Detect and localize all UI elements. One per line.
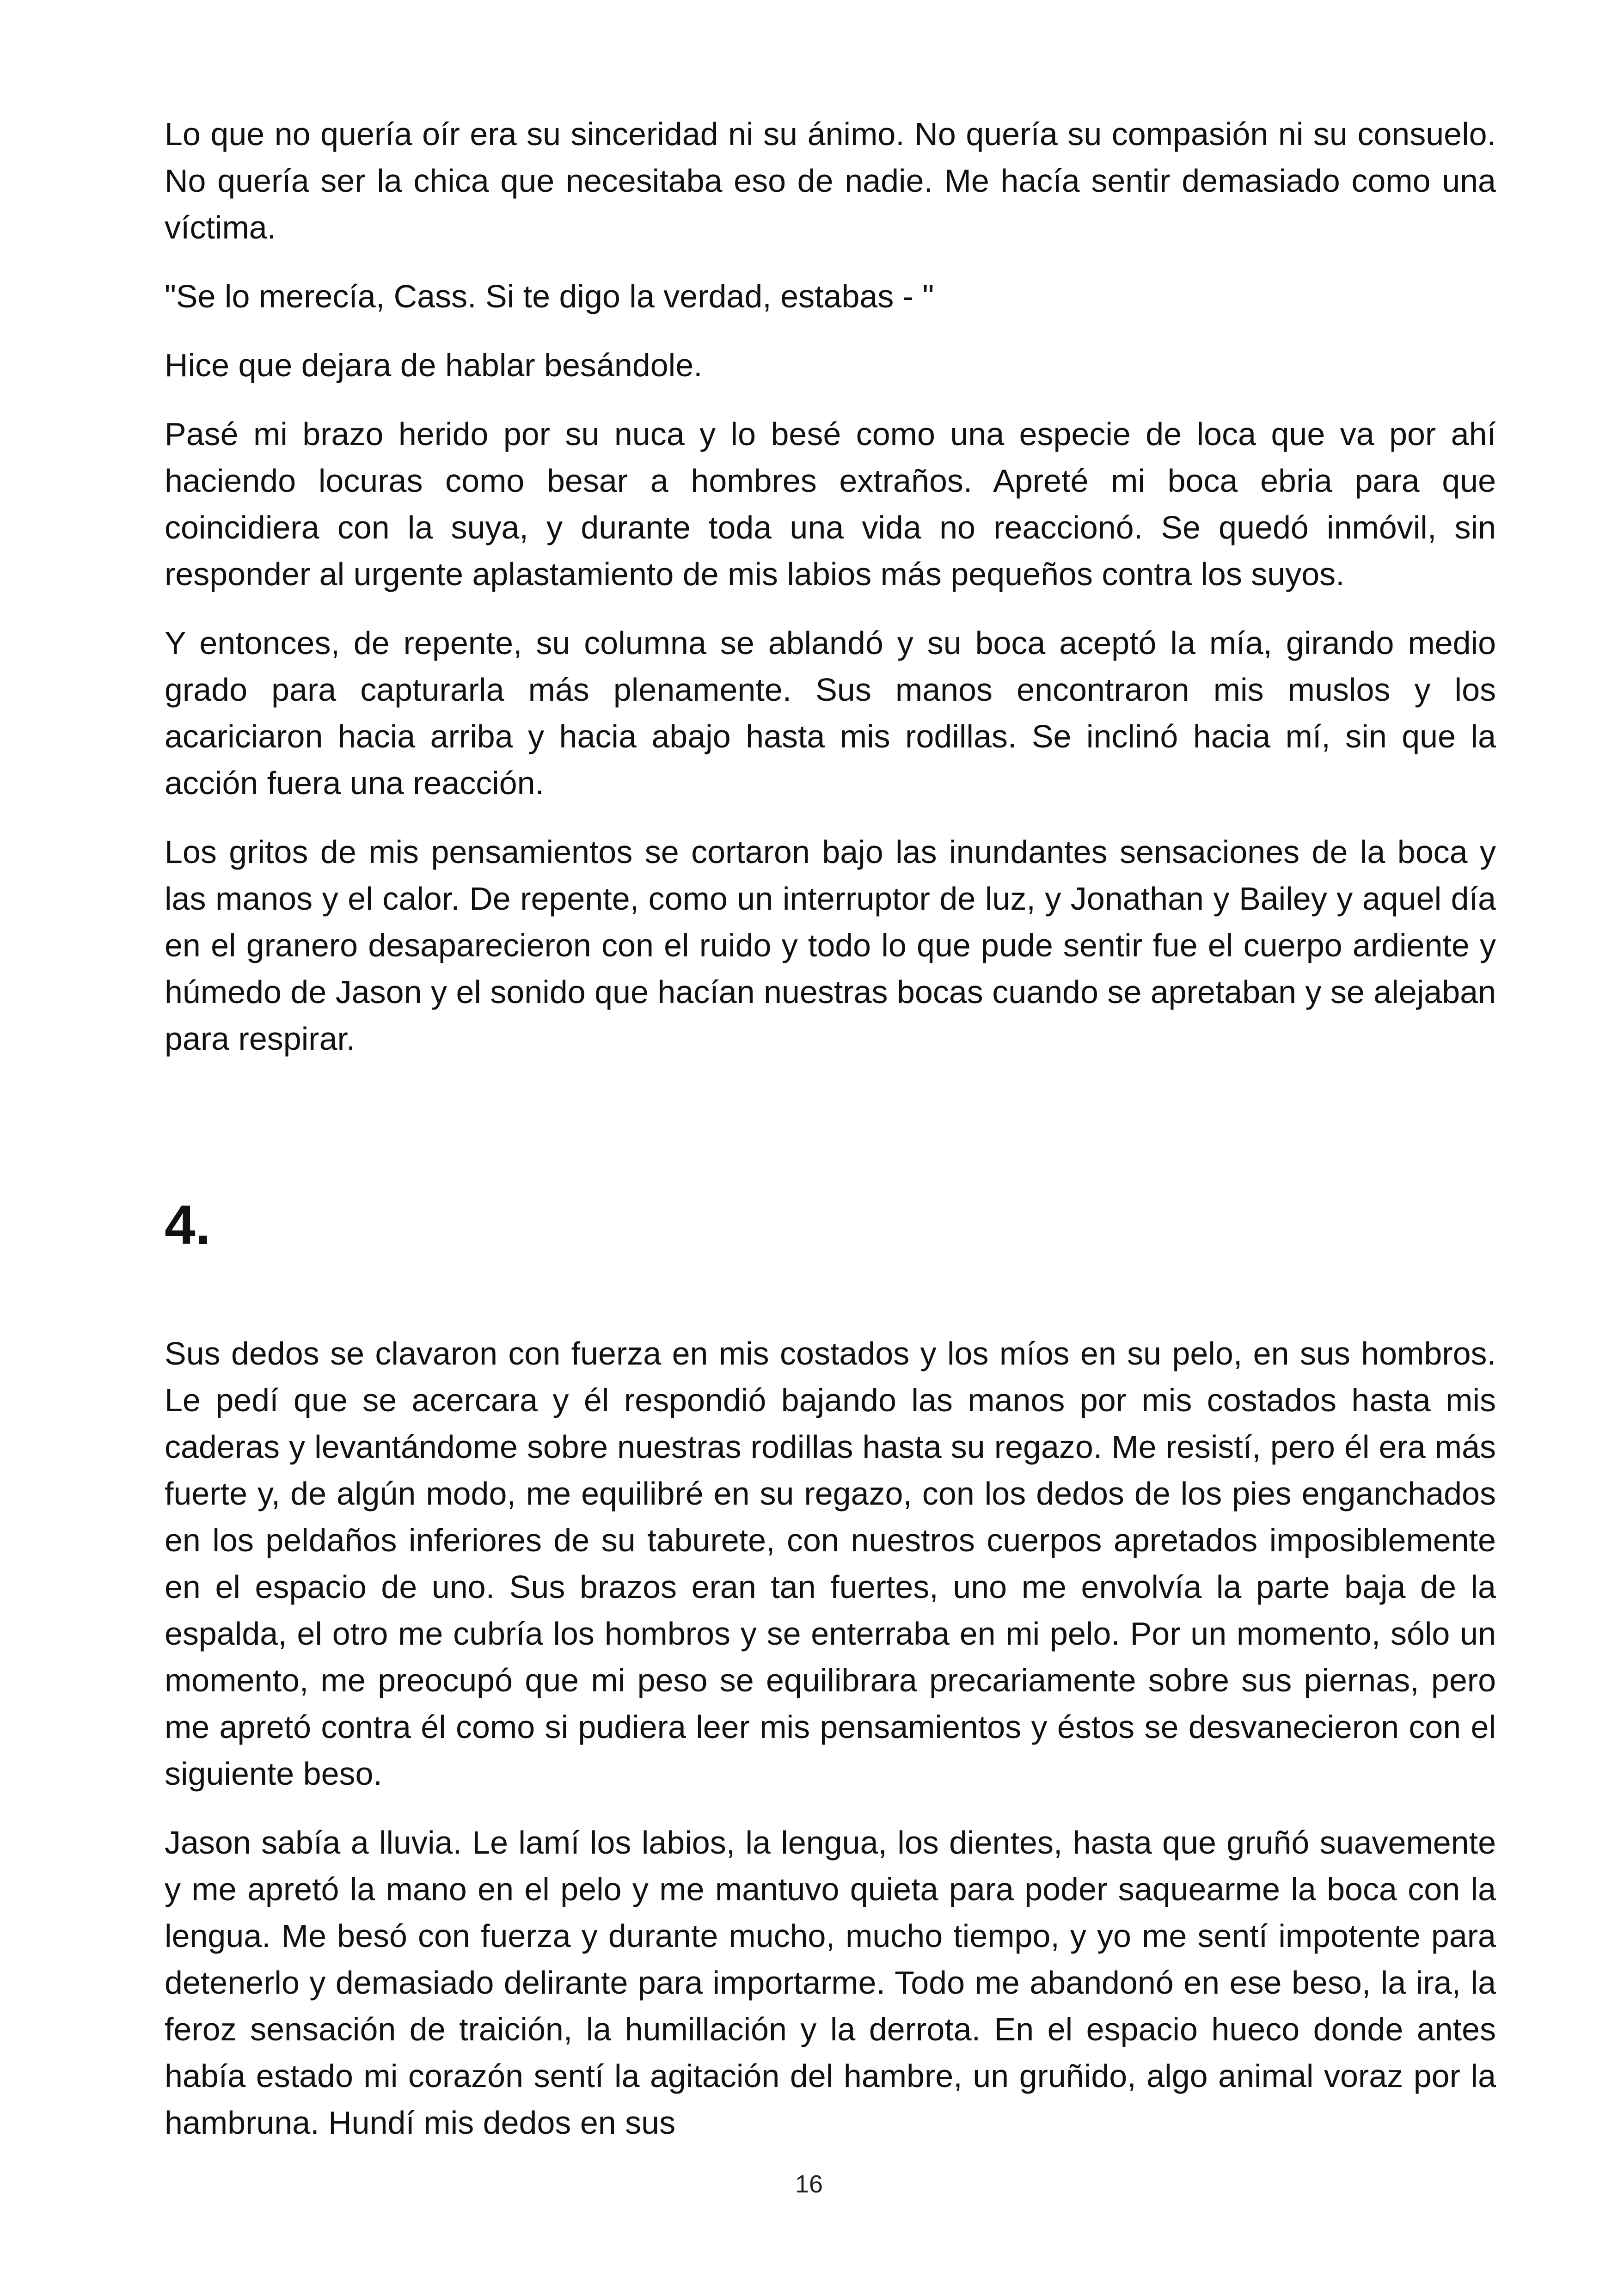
page-body (165, 111, 1496, 2168)
paragraph: Jason sabía a lluvia. Le lamí los labios, la lengua, los dientes, hasta que gruñó suavemente y me apretó la mano en el pelo y me mantuvo quieta para poder saquearme la boca con la lengua. Me besó con fuerza y durante mucho, mucho tiempo, y yo me sentí impotente para detenerlo y demasiado delirante para importarme. Todo me abandonó en ese beso, la ira, la feroz sensación de traición, la humillación y la derrota. En el espacio hueco donde antes había estado mi corazón sentí la agitación del hambre, un gruñido, algo animal voraz por la hambruna. Hundí mis dedos en sus (165, 1825, 1496, 2141)
paragraph: Los gritos de mis pensamientos se cortaron bajo las inundantes sensaciones de la boca y las manos y el calor. De repente, como un interruptor de luz, y Jonathan y Bailey y aquel día en el granero desaparecieron con el ruido y todo lo que pude sentir fue el cuerpo ardiente y húmedo de Jason y el sonido que hacían nuestras bocas cuando se apretaban y se alejaban para respirar. (165, 834, 1496, 1057)
chapter-heading: 4. (165, 1194, 211, 1256)
paragraph: Sus dedos se clavaron con fuerza en mis costados y los míos en su pelo, en sus hombros. Le pedí que se acercara y él respondió bajando las manos por mis costados hasta mis caderas y levantándome sobre nuestras rodillas hasta su regazo. Me resistí, pero él era más fuerte y, de algún modo, me equilibré en su regazo, con los dedos de los pies enganchados en los peldaños inferiores de su taburete, con nuestros cuerpos apretados imposiblemente en el espacio de uno. Sus brazos eran tan fuertes, uno me envolvía la parte baja de la espalda, el otro me cubría los hombros y se enterraba en mi pelo. Por un momento, sólo un momento, me preocupó que mi peso se equilibrara precariamente sobre sus piernas, pero me apretó contra él como si pudiera leer mis pensamientos y éstos se desvanecieron con el siguiente beso. (165, 1335, 1496, 1792)
paragraph: Lo que no quería oír era su sinceridad ni su ánimo. No quería su compasión ni su consuelo. No quería ser la chica que necesitaba eso de nadie. Me hacía sentir demasiado como una víctima. (165, 116, 1496, 245)
paragraph: Pasé mi brazo herido por su nuca y lo besé como una especie de loca que va por ahí haciendo locuras como besar a hombres extraños. Apreté mi boca ebria para que coincidiera con la suya, y durante toda una vida no reaccionó. Se quedó inmóvil, sin responder al urgente aplastamiento de mis labios más pequeños contra los suyos. (165, 416, 1496, 592)
paragraph: "Se lo merecía, Cass. Si te digo la verdad, estabas - " (165, 278, 934, 314)
paragraph: Hice que dejara de hablar besándole. (165, 347, 703, 383)
page-number: 16 (795, 2170, 823, 2198)
paragraph: Y entonces, de repente, su columna se ablandó y su boca aceptó la mía, girando medio grado para capturarla más plenamente. Sus manos encontraron mis muslos y los acariciaron hacia arriba y hacia abajo hasta mis rodillas. Se inclinó hacia mí, sin que la acción fuera una reacción. (165, 625, 1496, 801)
